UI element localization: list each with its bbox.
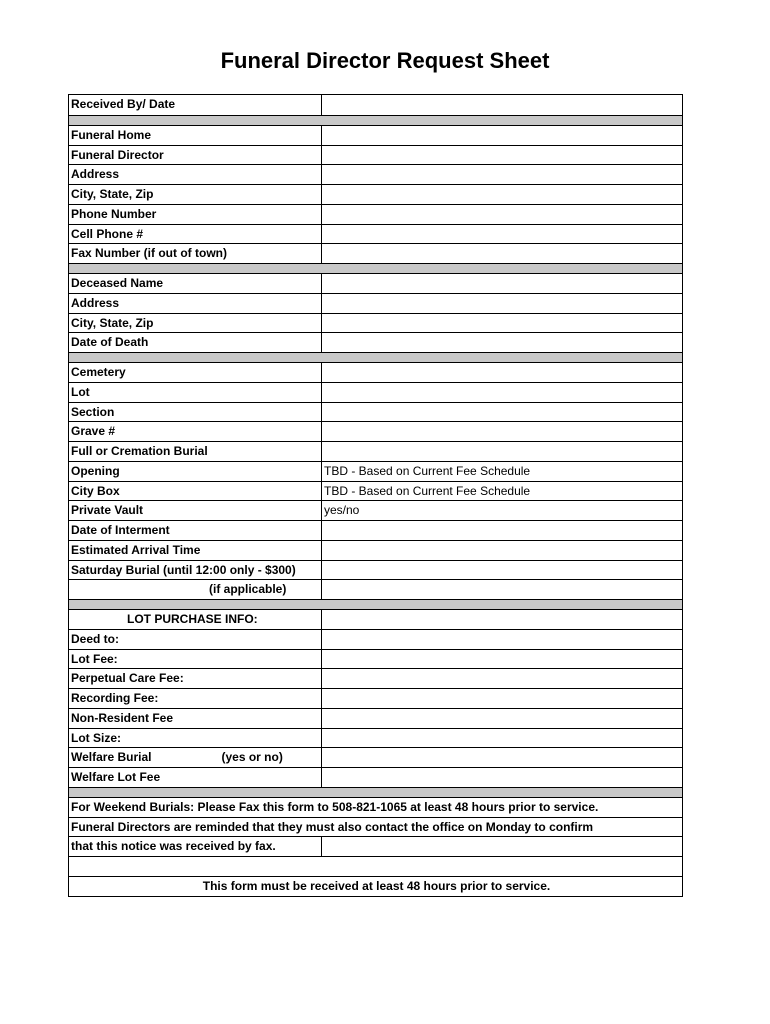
- form-row: [69, 421, 682, 441]
- footer-note: This form must be received at least 48 hours prior to service.: [202, 878, 551, 893]
- request-form-table: [68, 94, 683, 897]
- monday-confirm-note: Funeral Directors are reminded that they must also contact the office on Monday to confirm: [71, 819, 594, 834]
- form-row: [69, 708, 682, 728]
- welfare-burial-hint: (yes or no): [221, 750, 283, 765]
- field-value[interactable]: [322, 561, 682, 580]
- field-value[interactable]: [322, 333, 682, 352]
- form-row: [69, 313, 682, 333]
- page-title: Funeral Director Request Sheet: [220, 48, 550, 73]
- form-row: [69, 629, 682, 649]
- footer-row: [69, 876, 682, 896]
- field-label: Grave #: [69, 422, 322, 441]
- form-row: [69, 95, 682, 115]
- form-row: [69, 184, 682, 204]
- field-label: Date of Interment: [69, 521, 322, 540]
- field-label: Phone Number: [69, 205, 322, 224]
- form-row: [69, 441, 682, 461]
- blank-cell: [69, 857, 682, 876]
- field-label: Fax Number (if out of town): [69, 244, 322, 263]
- field-value[interactable]: [322, 442, 682, 461]
- field-label: [69, 748, 322, 767]
- field-value[interactable]: [322, 630, 682, 649]
- note-row: [69, 797, 682, 817]
- field-value[interactable]: [322, 314, 682, 333]
- field-value[interactable]: [322, 185, 682, 204]
- note-row: [69, 836, 682, 856]
- field-value[interactable]: [322, 729, 682, 748]
- field-label: Recording Fee:: [69, 689, 322, 708]
- field-label: Opening: [69, 462, 322, 481]
- field-label: Received By/ Date: [69, 95, 322, 115]
- form-row: [69, 609, 682, 629]
- form-row: [69, 273, 682, 293]
- section-divider: [69, 599, 682, 609]
- field-value[interactable]: [322, 294, 682, 313]
- form-row: [69, 362, 682, 382]
- section-divider: [69, 263, 682, 273]
- field-value[interactable]: [322, 205, 682, 224]
- form-row: [69, 649, 682, 669]
- form-row: [69, 481, 682, 501]
- field-label: Estimated Arrival Time: [69, 541, 322, 560]
- form-row: [69, 125, 682, 145]
- field-label: Deceased Name: [69, 274, 322, 293]
- field-value[interactable]: [322, 709, 682, 728]
- note-row: [69, 817, 682, 837]
- field-label: City, State, Zip: [69, 314, 322, 333]
- form-row: [69, 461, 682, 481]
- field-label: Address: [69, 294, 322, 313]
- field-value[interactable]: [322, 541, 682, 560]
- welfare-burial-label: Welfare Burial: [71, 750, 152, 765]
- form-row: [69, 560, 682, 580]
- field-value[interactable]: [322, 748, 682, 767]
- field-value[interactable]: [322, 610, 682, 629]
- field-label: Funeral Director: [69, 146, 322, 165]
- field-value[interactable]: [322, 403, 682, 422]
- form-row: [69, 747, 682, 767]
- field-value[interactable]: [322, 422, 682, 441]
- form-row: [69, 540, 682, 560]
- field-value[interactable]: [322, 244, 682, 263]
- field-label: Welfare Lot Fee: [69, 768, 322, 787]
- form-row: [69, 164, 682, 184]
- form-row: [69, 767, 682, 787]
- field-value: TBD - Based on Current Fee Schedule: [324, 483, 531, 498]
- form-row: [69, 402, 682, 422]
- field-value[interactable]: [322, 363, 682, 382]
- form-row: [69, 500, 682, 520]
- field-label: Full or Cremation Burial: [69, 442, 322, 461]
- field-label: Saturday Burial (until 12:00 only - $300): [69, 561, 322, 580]
- field-value[interactable]: [322, 126, 682, 145]
- form-row: [69, 520, 682, 540]
- blank-row: [69, 856, 682, 876]
- fax-received-note: that this notice was received by fax.: [69, 837, 322, 856]
- field-label: (if applicable): [69, 580, 322, 599]
- form-row: [69, 243, 682, 263]
- form-row: [69, 688, 682, 708]
- field-value[interactable]: [322, 165, 682, 184]
- field-value[interactable]: [322, 274, 682, 293]
- form-row: [69, 332, 682, 352]
- field-value[interactable]: [322, 689, 682, 708]
- field-value[interactable]: [322, 580, 682, 599]
- form-row: [69, 293, 682, 313]
- field-value[interactable]: [322, 521, 682, 540]
- field-label: City Box: [69, 482, 322, 501]
- field-value[interactable]: yes/no: [324, 503, 360, 518]
- field-value[interactable]: [322, 768, 682, 787]
- weekend-fax-note: For Weekend Burials: Please Fax this form to 508-821-1065 at least 48 hours prior to service.: [71, 799, 599, 814]
- field-label: Date of Death: [69, 333, 322, 352]
- field-value[interactable]: [322, 146, 682, 165]
- field-value[interactable]: [322, 225, 682, 244]
- form-row: [69, 224, 682, 244]
- field-value[interactable]: [322, 669, 682, 688]
- field-value[interactable]: [322, 650, 682, 669]
- field-label: Lot: [69, 383, 322, 402]
- form-row: [69, 382, 682, 402]
- field-label: Non-Resident Fee: [69, 709, 322, 728]
- field-label: Deed to:: [69, 630, 322, 649]
- field-label: Perpetual Care Fee:: [69, 669, 322, 688]
- field-label: City, State, Zip: [69, 185, 322, 204]
- form-row: [69, 668, 682, 688]
- form-row: [69, 204, 682, 224]
- section-divider: [69, 787, 682, 797]
- field-label: Lot Fee:: [69, 650, 322, 669]
- field-label: Funeral Home: [69, 126, 322, 145]
- form-row: [69, 728, 682, 748]
- section-heading: LOT PURCHASE INFO:: [69, 610, 322, 629]
- field-value[interactable]: [322, 837, 682, 856]
- field-label: Cell Phone #: [69, 225, 322, 244]
- field-label: Private Vault: [69, 501, 322, 520]
- field-value: TBD - Based on Current Fee Schedule: [324, 463, 531, 478]
- field-label: Section: [69, 403, 322, 422]
- section-divider: [69, 115, 682, 125]
- field-label: Lot Size:: [69, 729, 322, 748]
- field-value[interactable]: [322, 95, 682, 115]
- section-divider: [69, 352, 682, 362]
- form-row: [69, 579, 682, 599]
- field-label: Address: [69, 165, 322, 184]
- field-value[interactable]: [322, 383, 682, 402]
- field-label: Cemetery: [69, 363, 322, 382]
- form-row: [69, 145, 682, 165]
